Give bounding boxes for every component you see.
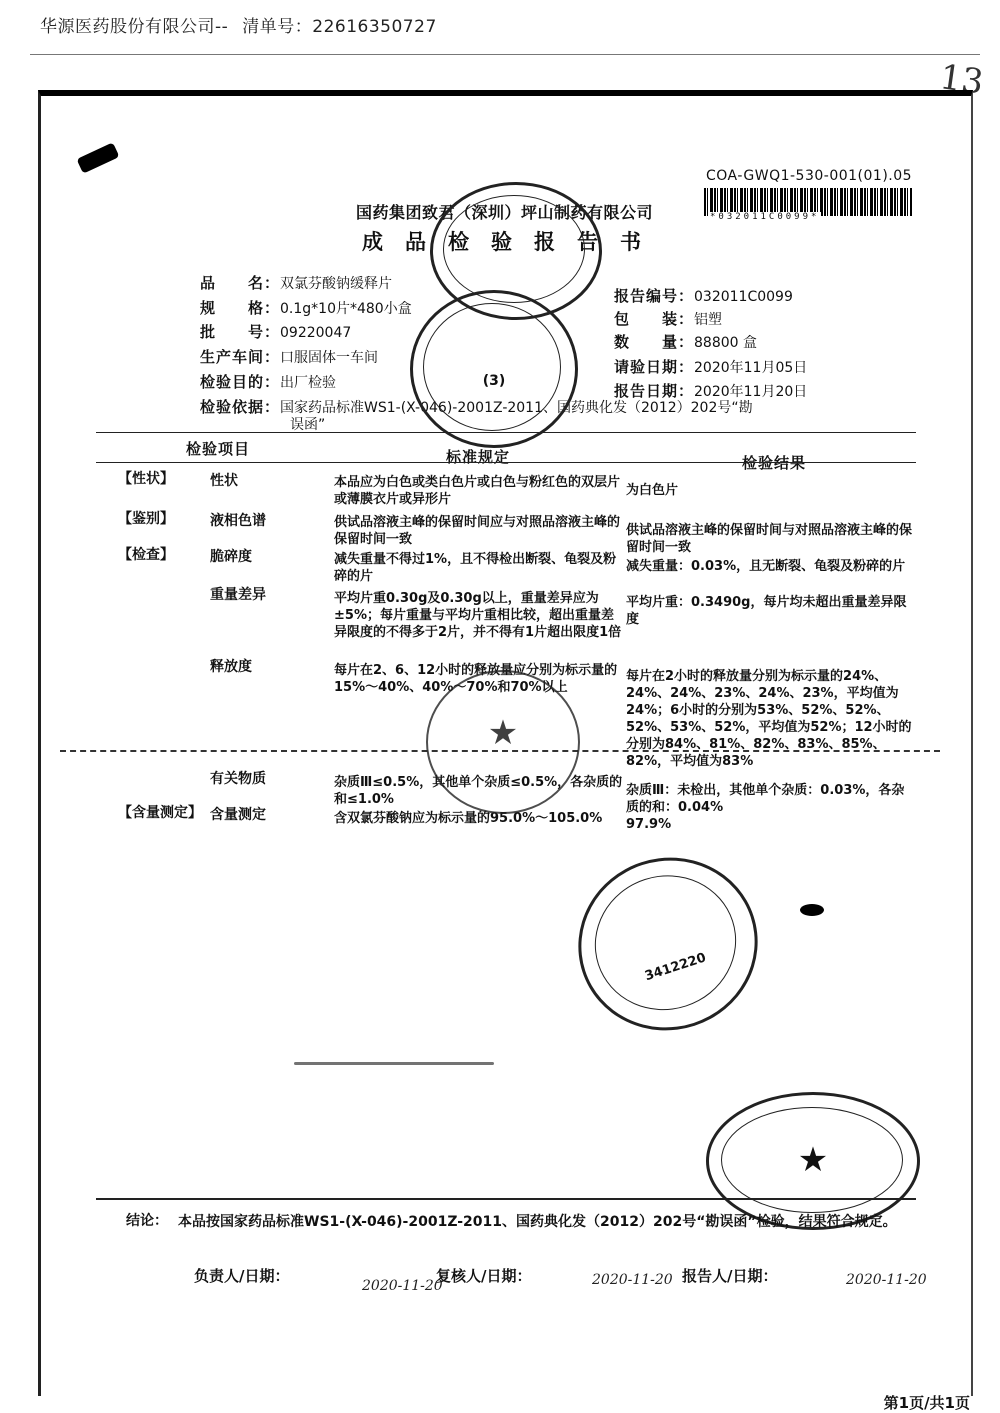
field-quantity: [614, 331, 757, 352]
list-number-label: 清单号：: [242, 17, 313, 37]
reviewer-date: 2020-11-20: [592, 1272, 673, 1288]
row-result: 杂质Ⅲ：未检出，其他单个杂质：0.03%，各杂质的和：0.04%: [626, 783, 905, 815]
row-spec: 供试品溶液主峰的保留时间应与对照品溶液主峰的保留时间一致: [334, 515, 621, 547]
row-spec: 本品应为白色或类白色片或白色与粉红色的双层片或薄膜衣片或异形片: [334, 475, 621, 507]
field-product-name: [200, 272, 392, 293]
field-value: 09220047: [280, 325, 352, 341]
row-item: 重量差异: [210, 587, 266, 603]
field-label: 生产车间：: [200, 348, 281, 366]
field-value: 双氯芬酸钠缓释片: [280, 276, 393, 292]
row-spec: 平均片重0.30g及0.30g以上，重量差异应为±5%；每片重量与平均片重相比较，超出重量差异限度的不得多于2片，并不得有1片超出限度1倍: [334, 591, 622, 640]
field-value: 0.1g*10片*480小盒: [280, 301, 412, 317]
field-value: 2020年11月05日: [694, 360, 808, 376]
page-counter: 第1页/共1页: [883, 1394, 970, 1412]
header-company: 华源医药股份有限公司--: [40, 17, 229, 37]
field-report-date: [614, 380, 807, 401]
document-code: COA-GWQ1-530-001(01).05: [706, 168, 913, 184]
field-label: 包 装：: [614, 310, 695, 328]
field-label: 报告编号：: [614, 287, 695, 305]
row-item: 释放度: [210, 659, 252, 675]
row-result: 供试品溶液主峰的保留时间与对照品溶液主峰的保留时间一致: [626, 523, 913, 555]
field-spec: [200, 297, 412, 318]
field-label: 规 格：: [200, 299, 281, 317]
field-label: 报告日期：: [614, 382, 695, 400]
header-result: 检验结果: [742, 454, 807, 472]
field-value: 2020年11月20日: [694, 384, 808, 400]
field-report-no: [614, 285, 793, 306]
field-request-date: [614, 356, 807, 377]
row-result: 每片在2小时的释放量分别为标示量的24%、24%、24%、23%、24%、23%，平均值为24%；6小时的分别为53%、52%、52%、52%、53%、52%，平均值为52%；12小时的分别为84%、81%、82%、83%、85%、82%，平均值为83%: [626, 669, 912, 769]
qc-seal-number: (3): [482, 373, 506, 389]
header-item: 检验项目: [186, 440, 251, 458]
field-workshop: [200, 346, 378, 367]
company-name: 国药集团致君（深圳）坪山制药有限公司: [356, 203, 654, 222]
county-pharma-seal-stamp: [706, 1092, 920, 1230]
row-item: 性状: [210, 473, 238, 489]
row-category: 【检查】: [118, 547, 174, 563]
field-value: 出厂检验: [280, 375, 337, 391]
row-result: 平均片重：0.3490g，每片均未超出重量差异限度: [626, 595, 907, 627]
qc-seal-stamp: [410, 290, 578, 448]
distributor-seal-number: 3412220: [643, 950, 708, 985]
field-label: 批 号：: [200, 323, 281, 341]
row-category: 【含量测定】: [118, 805, 202, 821]
conclusion-text: 本品按国家药品标准WS1-(X-046)-2001Z-2011、国药典化发（2012）202号“勘误函”检验，结果符合规定。: [178, 1214, 897, 1230]
field-label: 数 量：: [614, 333, 695, 351]
row-item: 有关物质: [210, 771, 266, 787]
row-category: 【鉴别】: [118, 511, 174, 527]
star-icon: ★: [797, 1140, 829, 1180]
row-result: 减失重量：0.03%，且无断裂、龟裂及粉碎的片: [626, 559, 906, 574]
table-header-rule: [96, 462, 916, 463]
field-batch: [200, 321, 351, 342]
barcode-text: *032011C0099*: [710, 212, 820, 222]
reporter-label: 报告人/日期：: [682, 1267, 778, 1285]
conclusion-label: 结论：: [126, 1213, 168, 1229]
row-spec: 含双氯芬酸钠应为标示量的95.0%～105.0%: [334, 811, 603, 826]
field-value: 口服固体一车间: [280, 350, 379, 366]
field-value: 88800 盒: [694, 335, 758, 351]
list-number: 22616350727: [312, 17, 437, 37]
handwritten-page-mark: 13: [937, 57, 986, 103]
field-value: 国家药品标准WS1-(X-046)-2001Z-2011、国药典化发（2012）202号“勘: [280, 400, 753, 416]
field-basis-cont: 误函”: [290, 417, 326, 433]
responsible-label: 负责人/日期：: [194, 1267, 290, 1285]
row-item: 液相色谱: [210, 513, 266, 529]
reporter-date: 2020-11-20: [846, 1272, 927, 1288]
star-icon: ★: [487, 713, 519, 753]
faint-seal-stamp: [426, 670, 580, 814]
field-label: 检验目的：: [200, 373, 281, 391]
field-purpose: [200, 371, 336, 392]
field-label: 检验依据：: [200, 398, 281, 416]
responsible-date: 2020-11-20: [362, 1278, 443, 1294]
row-result: 97.9%: [626, 817, 672, 832]
scan-smudge: [294, 1062, 494, 1065]
row-category: 【性状】: [118, 471, 174, 487]
conclusion-rule: [96, 1198, 916, 1200]
row-item: 含量测定: [210, 807, 266, 823]
row-spec: 每片在2、6、12小时的释放量应分别为标示量的15%～40%、40%～70%和70%以上: [334, 663, 618, 695]
header-bar: [40, 12, 437, 37]
header-divider: [30, 54, 980, 55]
field-label: 品 名：: [200, 274, 281, 292]
field-value: 铝塑: [694, 312, 723, 328]
row-spec: 杂质Ⅲ≤0.5%，其他单个杂质≤0.5%，各杂质的和≤1.0%: [334, 775, 623, 807]
scan-smudge: [800, 904, 824, 916]
row-result: 为白色片: [626, 483, 679, 498]
field-label: 请验日期：: [614, 358, 695, 376]
field-packaging: [614, 308, 722, 329]
field-value: 032011C0099: [694, 289, 793, 305]
header-spec: 标准规定: [446, 448, 511, 466]
reviewer-label: 复核人/日期：: [436, 1267, 532, 1285]
row-spec: 减失重量不得过1%，且不得检出断裂、龟裂及粉碎的片: [334, 552, 617, 584]
document-title: 成品检验报告书: [362, 230, 663, 254]
row-item: 脆碎度: [210, 549, 252, 565]
